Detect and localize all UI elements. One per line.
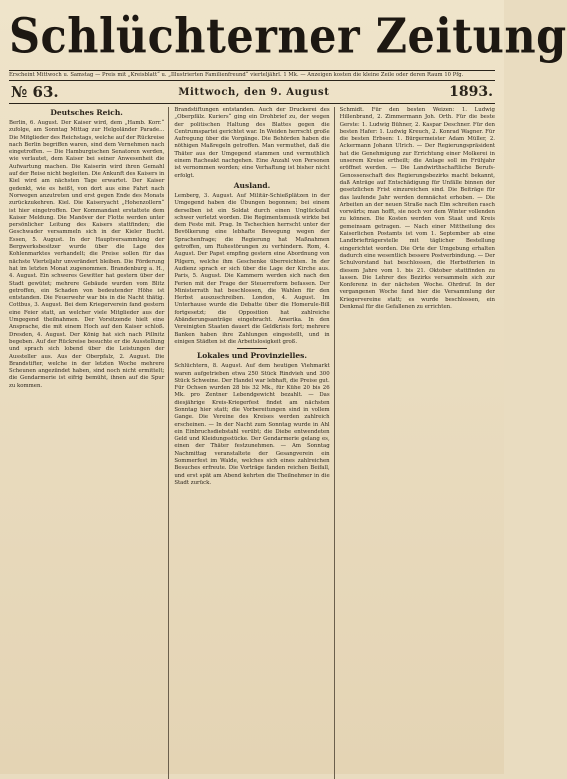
section-heading: Deutsches Reich.	[50, 108, 123, 117]
column-2	[174, 107, 334, 779]
article-text: Lemberg, 3. August. Auf Militär-Schießplätzen in der Umgegend haben die Übungen begonnen; bei einem derselben ist ein Soldat durch einen Unglücksfall schwer verletzt worden. Die Regimentsmusik wirkte bei dem Feste mit. Prag. In Tschechien herrscht unter der Bevölkerung eine lebhafte Bewegung wegen der Sprachenfrage; die Regierung hat Maßnahmen getroffen, um Ruhestörungen zu verhindern. Rom, 4. August. Der Papst empfing gestern eine Abordnung von Pilgern, welche ihm Geschenke überreichten. In der Audienz sprach er sich über die Lage der Kirche aus. Paris, 5. August. Die Kammern werden sich nach den Ferien mit der Frage der Steuerreform befassen. Der Ministerrath hat beschlossen, die Wahlen für den Herbst auszuschreiben. London, 4. August. Im Unterhause wurde die Debatte über die Homerule-Bill fortgesetzt; die Opposition hat zahlreiche Abänderungsanträge eingebracht. Amerika. In den Vereinigten Staaten dauert die Geldkrisis fort; mehrere Banken haben ihre Zahlungen eingestellt, und in einigen Städten ist die Arbeitslosigkeit groß.	[174, 192, 330, 345]
section-heading: Lokales und Provinzielles.	[197, 351, 307, 361]
article-text: Schmidt. Für den besten Weizen: 1. Ludwig Hillenbrand, 2. Zimmermann Joh. Orth. Für die beste Gerste: 1. Ludwig Bühner, 2. Kaspar Deschner. Für den besten Hafer: 1. Ludwig Kreuch, 2. Konrad Wagner. Für die besten Erbsen: 1. Bürgermeister Adam Müller, 2. Ackermann Johann Ulrich. — Der Regierungspräsident hat die Genehmigung zur Errichtung einer Molkerei in unserem Kreise ertheilt; die Anlage soll im Frühjahr eröffnet werden. — Die Landwirthschaftliche Berufs-Genossenschaft des Regierungsbezirks macht bekannt, daß Anträge auf Entschädigung für Unfälle binnen der gesetzlichen Frist einzureichen sind. Die Beiträge für das laufende Jahr werden demnächst erhoben. — Die Arbeiten an der neuen Straße nach Elm schreiten rasch vorwärts; man hofft, sie noch vor dem Winter vollenden zu können. Die Kosten werden von Staat und Kreis gemeinsam getragen. — Nach einer Mittheilung des Kaiserlichen Postamts ist vom 1. September ab eine Landbriefträgerstelle mit täglicher Bestellung eingerichtet worden. Die Orte der Umgebung erhalten dadurch eine wesentlich bessere Postverbindung. — Der Schulvorstand hat beschlossen, die Herbstferien in diesem Jahre vom 1. bis 21. Oktober stattfinden zu lassen. Die Lehrer des Bezirks versammeln sich zur Konferenz in der nächsten Woche. Ohrdruf. In der vergangenen Woche fand hier die Versammlung der Kriegervereine statt; es wurde beschlossen, ein Denkmal für die Gefallenen zu errichten.	[339, 107, 495, 311]
column-3	[340, 107, 495, 779]
section-divider	[237, 348, 267, 349]
issue-bar	[9, 81, 495, 104]
column-1	[9, 107, 169, 779]
issue-number: № 63.	[11, 83, 59, 101]
issue-date: Mittwoch, den 9. August	[178, 86, 330, 98]
article-columns	[9, 104, 495, 779]
article-text: Brandstiftungen entstanden. Auch der Druckerei des „Oberpfälz. Kuriers“ ging ein Drohbrief zu, der wegen der politischen Haltung des Blattes gegen die Centrumspartei gerichtet war. In Weiden herrscht große Aufregung über die Vorgänge. Die Behörden haben die nöthigen Maßregeln getroffen. Man vermuthet, daß die Thäter aus der Umgegend stammen und vermuthlich einem Racheakt nachgehen. Eine Anzahl von Personen ist vernommen worden; eine Verhaftung ist bisher nicht erfolgt.	[174, 107, 330, 179]
article-text: Schlüchtern, 8. August. Auf dem heutigen Viehmarkt waren aufgetrieben etwa 250 Stück Rindvieh und 300 Stück Schweine. Der Handel war lebhaft, die Preise gut. Für Ochsen wurden 28 bis 32 Mk., für Kühe 20 bis 26 Mk. pro Zentner Lebendgewicht bezahlt. — Das diesjährige Kreis-Kriegerfest findet am nächsten Sonntag hier statt; die Vorbereitungen sind in vollem Gange. Die Vereine des Kreises werden zahlreich erscheinen. — In der Nacht zum Sonntag wurde in Ahl ein Einbruchsdiebstahl verübt; die Diebe entwendeten Geld und Kleidungsstücke. Der Gendarmerie gelang es, einen der Thäter festzunehmen. — Am Sonntag Nachmittag veranstaltete der Gesangverein ein Sommerfest im Walde, welches sich eines zahlreichen Besuches erfreute. Die Vorträge fanden reichen Beifall, und erst spät am Abend kehrten die Theilnehmer in die Stadt zurück.	[174, 363, 330, 486]
article-text: Berlin, 6. August. Der Kaiser wird, dem „Hamb. Korr.“ zufolge, am Sonntag Mittag zur Helgoländer Parade... Die Mitglieder des Reichstags, welche auf der Rückreise nach Berlin begriffen waren, sind dem Vernehmen nach eingetroffen. — Die Hamburgischen Senatoren werden, wie verlautet, dem Kaiser bei seiner Anwesenheit die Aufwartung machen. Die Kaiserin wird ihren Gemahl auf der Reise nicht begleiten. Die Ankunft des Kaisers in Kiel wird am nächsten Tage erwartet. Der Kaiser gedenkt, wie es heißt, von dort aus eine Fahrt nach Norwegen anzutreten und erst gegen Ende des Monats zurückzukehren. Kiel. Die Kaiseryacht „Hohenzollern“ ist hier eingetroffen. Der Kommandant erstattete dem Kaiser Meldung. Die Manöver der Flotte werden unter persönlicher Leitung des Kaisers stattfinden; die Geschwader versammeln sich in der Kieler Bucht. Essen, 5. August. In der Hauptversammlung der Bergwerksbesitzer wurde über die Lage des Kohlenmarktes verhandelt; die Preise sollen für das nächste Vierteljahr unverändert bleiben. Die Förderung hat im letzten Monat zugenommen. Brandenburg a. H., 4. August. Ein schweres Gewitter hat gestern über der Stadt gewütet; mehrere Gebäude wurden vom Blitz getroffen, ein Schaden von bedeutender Höhe ist entstanden. Die Feuerwehr war bis in die Nacht thätig. Cottbus, 3. August. Bei dem Kriegerverein fand gestern eine Feier statt, an welcher viele Mitglieder aus der Umgegend theilnahmen. Der Vorsitzende hielt eine Ansprache, die mit einem Hoch auf den Kaiser schloß. Dresden, 4. August. Der König hat sich nach Pillnitz begeben. Auf der Rückreise besuchte er die Ausstellung und sprach sich lobend über die Leistungen der Aussteller aus. Aus der Oberpfalz, 2. August. Die Brandstifter, welche in der letzten Woche mehrere Scheunen angezündet haben, sind noch nicht ermittelt; die Gendarmerie ist eifrig bemüht, ihnen auf die Spur zu kommen.	[9, 120, 165, 389]
section-heading: Ausland.	[233, 180, 271, 190]
issue-year: 1893.	[449, 84, 493, 100]
publication-info-line: Erscheint Mittwoch u. Samstag — Preis mit „Kreisblatt“ u. „Illustrierten Familienfreund“ vierteljährl. 1 Mk. — Anzeigen kosten die kleine Zeile oder deren Raum 10 Pfg.	[9, 70, 495, 81]
newspaper-masthead: Schlüchterner Zeitung	[9, 9, 567, 66]
